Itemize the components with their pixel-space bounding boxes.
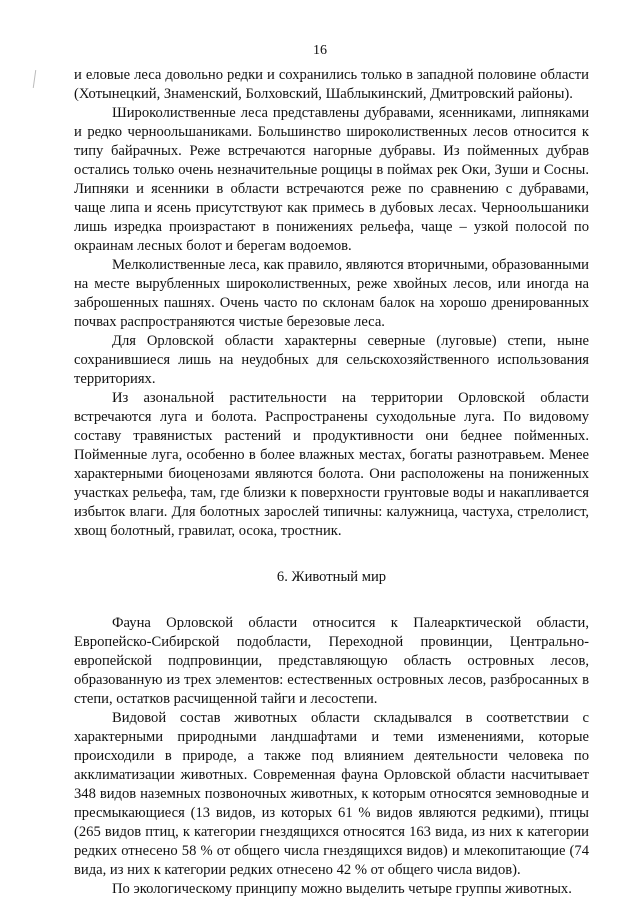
paragraph: Для Орловской области характерны северные (луговые) степи, ныне сохранившиеся лишь на неудобных для сельскохозяйственного использования территориях. xyxy=(74,333,589,387)
paragraph: По экологическому принципу можно выделить четыре группы животных. xyxy=(112,881,572,897)
paragraph: и еловые леса довольно редки и сохранились только в западной половине области (Хотынецкий, Знаменский, Болховский, Шаблыкинский, Дмитровский районы). xyxy=(74,67,589,102)
paragraph: Фауна Орловской области относится к Палеарктической области, Европейско-Сибирской подобласти, Переходной провинции, Центрально-европейской подпровинции, представляющую область островных лесов, образованную из трех элементов: естественных островных лесов, разбросанных в степи, остатков расчищенной тайги и лесостепи. xyxy=(74,615,589,707)
paragraph: Мелколиственные леса, как правило, являются вторичными, образованными на месте вырубленных широколиственных, реже хвойных лесов, или иногда на заброшенных пашнях. Очень часто по склонам балок на хорошо дренированных почвах распространяются чистые березовые леса. xyxy=(74,257,589,330)
margin-pencil-mark xyxy=(33,70,36,88)
section-heading: 6. Животный мир xyxy=(276,569,387,585)
paragraph: Из азональной растительности на территории Орловской области встречаются луга и болота. Распространены суходольные луга. По видовому составу травянистых растений и продуктивности они беднее пойменных. Пойменные луга, особенно в более влажных местах, богаты разнотравьем. Менее характерными биоценозами являются болота. Они расположены на пониженных участках рельефа, там, где близки к поверхности грунтовые воды и накапливается избыток влаги. Для болотных зарослей типичны: калужница, частуха, стрелолист, хвощ болотный, гравилат, осока, тростник. xyxy=(74,390,589,539)
page-number: 16 xyxy=(313,43,327,58)
body-text xyxy=(74,66,589,899)
paragraph: Широколиственные леса представлены дубравами, ясенниками, липняками и редко черноольшаниками. Большинство широколиственных лесов относится к типу байрачных. Реже встречаются нагорные дубравы. Из пойменных дубрав остались только очень незначительные рощицы в поймах рек Оки, Зуши и Сосны. Липняки и ясенники в области встречаются реже по сравнению с дубравами, чаще липа и ясень присутствуют как примесь в дубовых лесах. Черноольшаники лишь изредка произрастают в понижениях рельефа, чаще – узкой полосой по окраинам лесных болот и берегам водоемов. xyxy=(74,105,589,254)
paragraph: Видовой состав животных области складывался в соответствии с характерными природными ландшафтами и теми изменениями, которые происходили в природе, а также под влиянием деятельности человека по акклиматизации животных. Современная фауна Орловской области насчитывает 348 видов наземных позвоночных животных, к которым относятся земноводные и пресмыкающиеся (13 видов, из которых 61 % видов являются редкими), птицы (265 видов птиц, к категории гнездящихся относятся 163 вида, из них к категории редких отнесено 58 % от общего числа гнездящихся видов) и млекопитающие (74 вида, из них к категории редких отнесено 42 % от общего числа видов). xyxy=(74,710,589,878)
